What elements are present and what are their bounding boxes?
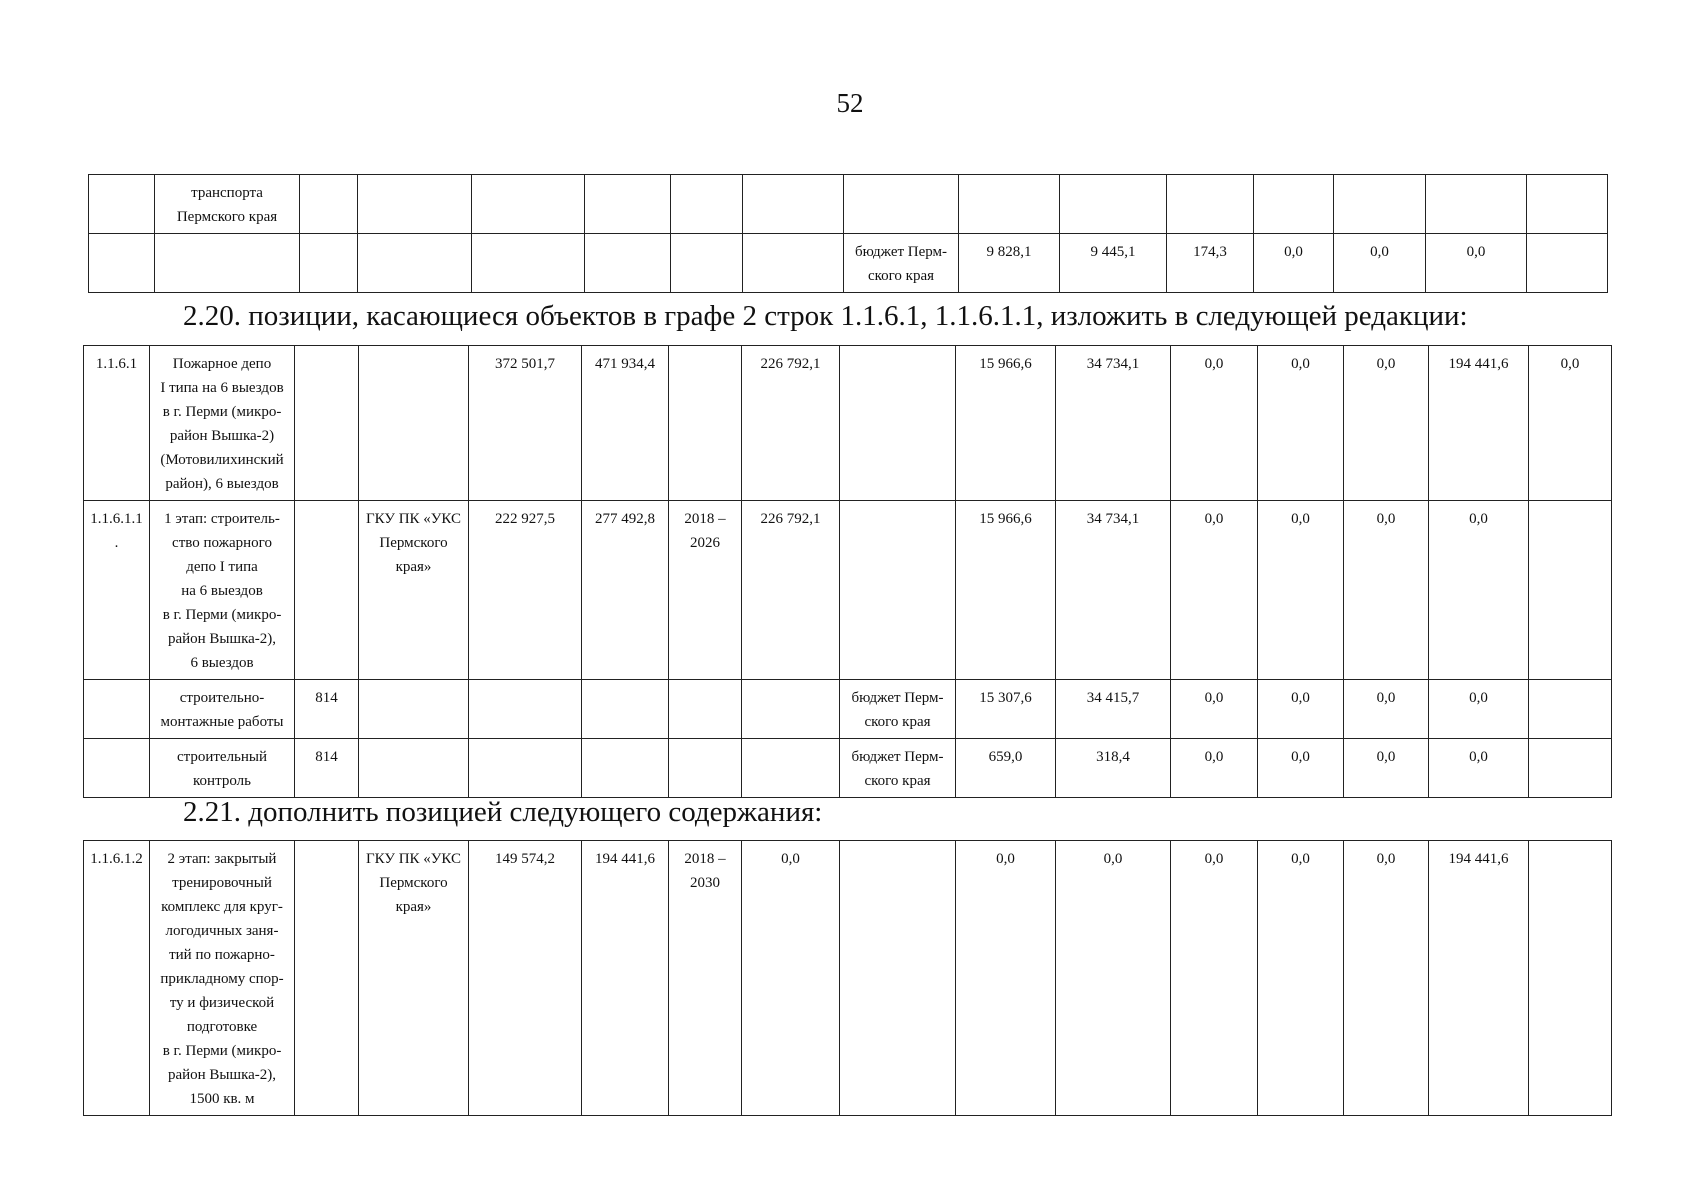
table-cell <box>1529 841 1612 1116</box>
table-cell <box>1529 501 1612 680</box>
table-cell: 0,0 <box>1344 346 1429 501</box>
table-row <box>84 680 1612 739</box>
table-cell <box>585 234 671 293</box>
table-cell: 0,0 <box>1344 501 1429 680</box>
table-main <box>83 345 1612 798</box>
table-cell <box>155 234 300 293</box>
table-new-position <box>83 840 1612 1116</box>
table-cell <box>295 346 359 501</box>
table-cell <box>669 739 742 798</box>
table-cell: транспорта Пермского края <box>155 175 300 234</box>
table-cell: 149 574,2 <box>469 841 582 1116</box>
table-cell: бюджет Перм- ского края <box>844 234 959 293</box>
table-cell <box>669 346 742 501</box>
table-cell <box>671 234 743 293</box>
heading-2-20: 2.20. позиции, касающиеся объектов в графе 2 строк 1.1.6.1, 1.1.6.1.1, изложить в следующей редакции: <box>183 300 1468 332</box>
table-row <box>84 501 1612 680</box>
table-cell: 2018 – 2030 <box>669 841 742 1116</box>
table-cell: 0,0 <box>1056 841 1171 1116</box>
table-cell: 0,0 <box>1429 739 1529 798</box>
table-cell: 1.1.6.1.1 . <box>84 501 150 680</box>
table-cell <box>742 739 840 798</box>
table-cell <box>472 234 585 293</box>
table-cell <box>582 739 669 798</box>
table-cell: 9 828,1 <box>959 234 1060 293</box>
table-cell <box>840 346 956 501</box>
table-cell <box>359 739 469 798</box>
table-cell <box>1527 175 1608 234</box>
table-cell <box>1334 175 1426 234</box>
table-cell: 814 <box>295 739 359 798</box>
table-cell <box>743 175 844 234</box>
table-cell <box>840 501 956 680</box>
table-cell: 0,0 <box>1258 739 1344 798</box>
table-cell: 2 этап: закрытый тренировочный комплекс для круг- логодичных заня- тий по пожарно- прикладному спор- ту и физической подготовке в г. Перми (микро- район Вышка-2), 1500 кв. м <box>150 841 295 1116</box>
table-cell: 15 966,6 <box>956 501 1056 680</box>
table-cell <box>469 739 582 798</box>
table-cell: 471 934,4 <box>582 346 669 501</box>
table-cell: 372 501,7 <box>469 346 582 501</box>
table-cell: 222 927,5 <box>469 501 582 680</box>
table-cell: 1.1.6.1.2 <box>84 841 150 1116</box>
table-cell: ГКУ ПК «УКС Пермского края» <box>359 841 469 1116</box>
table-cell: 318,4 <box>1056 739 1171 798</box>
table-cell: 0,0 <box>1258 841 1344 1116</box>
table-cell: ГКУ ПК «УКС Пермского края» <box>359 501 469 680</box>
table-cell: 0,0 <box>1258 501 1344 680</box>
table-cell <box>469 680 582 739</box>
table-cell: 277 492,8 <box>582 501 669 680</box>
table-cell: Пожарное депо I типа на 6 выездов в г. Перми (микро- район Вышка-2) (Мотовилихинский район), 6 выездов <box>150 346 295 501</box>
table-cell <box>1527 234 1608 293</box>
table-cell: 226 792,1 <box>742 346 840 501</box>
table-cell <box>669 680 742 739</box>
table-cell: строительный контроль <box>150 739 295 798</box>
table-cell: 0,0 <box>1254 234 1334 293</box>
table-row <box>89 175 1608 234</box>
table-cell <box>585 175 671 234</box>
table-cell: 0,0 <box>1171 680 1258 739</box>
table-cell <box>84 739 150 798</box>
table-row <box>89 234 1608 293</box>
table-cell: 0,0 <box>1171 841 1258 1116</box>
table-cell <box>743 234 844 293</box>
table-cell <box>1060 175 1167 234</box>
table-row <box>84 739 1612 798</box>
table-cell: 0,0 <box>1171 739 1258 798</box>
table-cell: 0,0 <box>1429 501 1529 680</box>
table-cell <box>1529 680 1612 739</box>
table-cell: строительно- монтажные работы <box>150 680 295 739</box>
table-cell: 0,0 <box>1344 739 1429 798</box>
table-cell: 174,3 <box>1167 234 1254 293</box>
table-cell <box>300 234 358 293</box>
table-cell: 0,0 <box>1344 841 1429 1116</box>
table-cell: 0,0 <box>1171 346 1258 501</box>
table-cell <box>472 175 585 234</box>
table-cell <box>300 175 358 234</box>
table-cell <box>295 501 359 680</box>
table-cell: 0,0 <box>1344 680 1429 739</box>
table-cell <box>959 175 1060 234</box>
table-cell: 0,0 <box>742 841 840 1116</box>
table-top <box>88 174 1608 293</box>
table-cell <box>359 680 469 739</box>
table-cell: 194 441,6 <box>1429 346 1529 501</box>
table-row <box>84 841 1612 1116</box>
table-cell <box>359 346 469 501</box>
table-cell <box>84 680 150 739</box>
table-cell: 34 734,1 <box>1056 346 1171 501</box>
table-cell: 0,0 <box>1334 234 1426 293</box>
table-cell: 34 415,7 <box>1056 680 1171 739</box>
table-cell: 9 445,1 <box>1060 234 1167 293</box>
table-cell <box>840 841 956 1116</box>
table-cell: 15 966,6 <box>956 346 1056 501</box>
table-cell: 194 441,6 <box>1429 841 1529 1116</box>
table-cell: 0,0 <box>1529 346 1612 501</box>
table-cell <box>1426 175 1527 234</box>
table-cell: 1 этап: строитель- ство пожарного депо I типа на 6 выездов в г. Перми (микро- район Вышка-2), 6 выездов <box>150 501 295 680</box>
table-cell <box>1254 175 1334 234</box>
table-cell <box>358 175 472 234</box>
table-cell <box>671 175 743 234</box>
table-cell <box>742 680 840 739</box>
table-cell: 34 734,1 <box>1056 501 1171 680</box>
table-cell <box>89 175 155 234</box>
table-cell <box>358 234 472 293</box>
table-cell <box>582 680 669 739</box>
page-number: 52 <box>836 88 864 118</box>
table-cell <box>89 234 155 293</box>
heading-2-21: 2.21. дополнить позицией следующего содержания: <box>183 796 823 828</box>
table-cell: 15 307,6 <box>956 680 1056 739</box>
table-cell <box>844 175 959 234</box>
table-cell: 0,0 <box>1258 680 1344 739</box>
table-cell: 226 792,1 <box>742 501 840 680</box>
table-cell: 194 441,6 <box>582 841 669 1116</box>
table-cell: 1.1.6.1 <box>84 346 150 501</box>
table-cell: 814 <box>295 680 359 739</box>
table-cell: 659,0 <box>956 739 1056 798</box>
table-cell: 0,0 <box>1426 234 1527 293</box>
table-cell: 0,0 <box>956 841 1056 1116</box>
table-cell: бюджет Перм- ского края <box>840 739 956 798</box>
table-cell: 0,0 <box>1171 501 1258 680</box>
table-cell <box>1167 175 1254 234</box>
table-row <box>84 346 1612 501</box>
table-cell: бюджет Перм- ского края <box>840 680 956 739</box>
table-cell: 0,0 <box>1429 680 1529 739</box>
table-cell <box>295 841 359 1116</box>
table-cell <box>1529 739 1612 798</box>
table-cell: 0,0 <box>1258 346 1344 501</box>
table-cell: 2018 – 2026 <box>669 501 742 680</box>
